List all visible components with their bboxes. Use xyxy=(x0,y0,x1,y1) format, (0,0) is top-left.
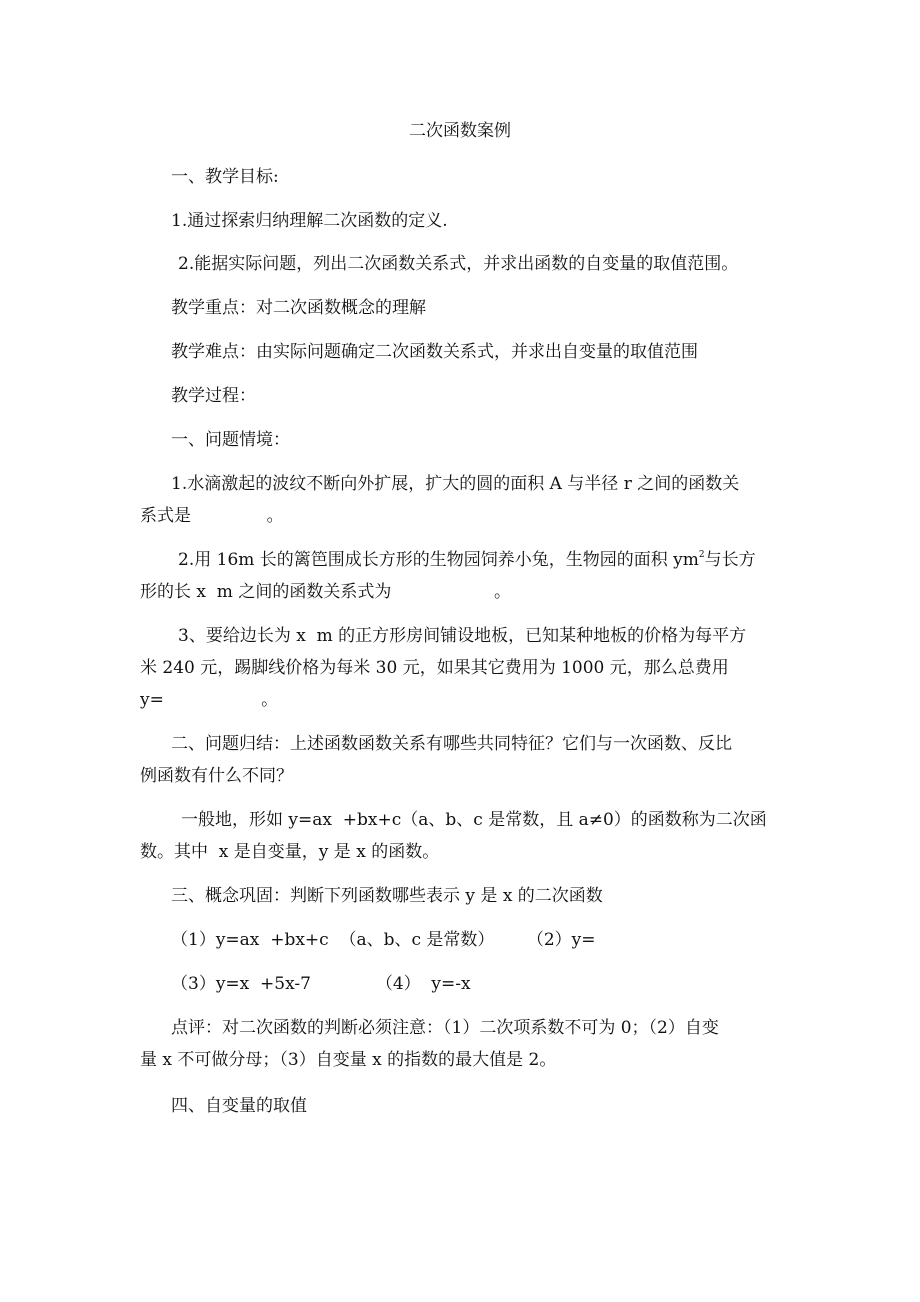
objectives-heading: 一、教学目标: xyxy=(171,167,279,187)
difficulty: 教学难点：由实际问题确定二次函数关系式，并求出自变量的取值范围 xyxy=(171,342,698,362)
problem-2-text-b: 与长方 xyxy=(704,550,756,570)
consolidation-row-2: （3）y=x +5x-7 （4） y=-x xyxy=(171,974,471,994)
situation-problem-1-line-1: 1.水滴激起的波纹不断向外扩展，扩大的圆的面积 A 与半径 r 之间的函数关 xyxy=(171,474,740,494)
situation-heading: 一、问题情境： xyxy=(171,430,290,450)
summary-line-2: 例函数有什么不同？ xyxy=(140,766,293,786)
situation-problem-2-line-1 xyxy=(178,549,756,571)
summary-line-1: 二、问题归结：上述函数函数关系有哪些共同特征？它们与一次函数、反比 xyxy=(171,734,732,754)
consolidation-heading: 三、概念巩固：判断下列函数哪些表示 y 是 x 的二次函数 xyxy=(171,886,603,906)
situation-problem-3-line-1: 3、要给边长为 x m 的正方形房间铺设地板，已知某种地板的价格为每平方 xyxy=(178,626,747,646)
comment-line-2: 量 x 不可做分母；（3）自变量 x 的指数的最大值是 2。 xyxy=(140,1050,557,1070)
situation-problem-1-line-2: 系式是 。 xyxy=(140,506,284,526)
problem-2-superscript: 2 xyxy=(698,550,705,560)
definition-line-1: 一般地，形如 y=ax +bx+c（a、b、c 是常数，且 a≠0）的函数称为二次函 xyxy=(181,810,767,830)
definition-line-2: 数。其中 x 是自变量，y 是 x 的函数。 xyxy=(140,842,440,862)
comment-line-1: 点评：对二次函数的判断必须注意：（1）二次项系数不可为 0；（2）自变 xyxy=(171,1018,719,1038)
section-4-heading: 四、自变量的取值 xyxy=(171,1096,307,1116)
situation-problem-3-line-3: y= 。 xyxy=(140,690,279,710)
consolidation-row-1: （1）y=ax +bx+c （a、b、c 是常数） （2）y= xyxy=(171,930,596,950)
problem-2-text-a: 2.用 16m 长的篱笆围成长方形的生物园饲养小兔，生物园的面积 ym xyxy=(178,550,699,570)
process-heading: 教学过程： xyxy=(171,386,256,406)
objective-item-1: 1.通过探索归纳理解二次函数的定义. xyxy=(171,211,448,231)
situation-problem-2-line-2: 形的长 x m 之间的函数关系式为 。 xyxy=(140,582,511,602)
document-title: 二次函数案例 xyxy=(409,121,511,141)
situation-problem-3-line-2: 米 240 元，踢脚线价格为每米 30 元，如果其它费用为 1000 元，那么总费用 xyxy=(140,658,729,678)
key-point: 教学重点：对二次函数概念的理解 xyxy=(171,298,426,318)
objective-item-2: 2.能据实际问题，列出二次函数关系式，并求出函数的自变量的取值范围。 xyxy=(178,254,739,274)
